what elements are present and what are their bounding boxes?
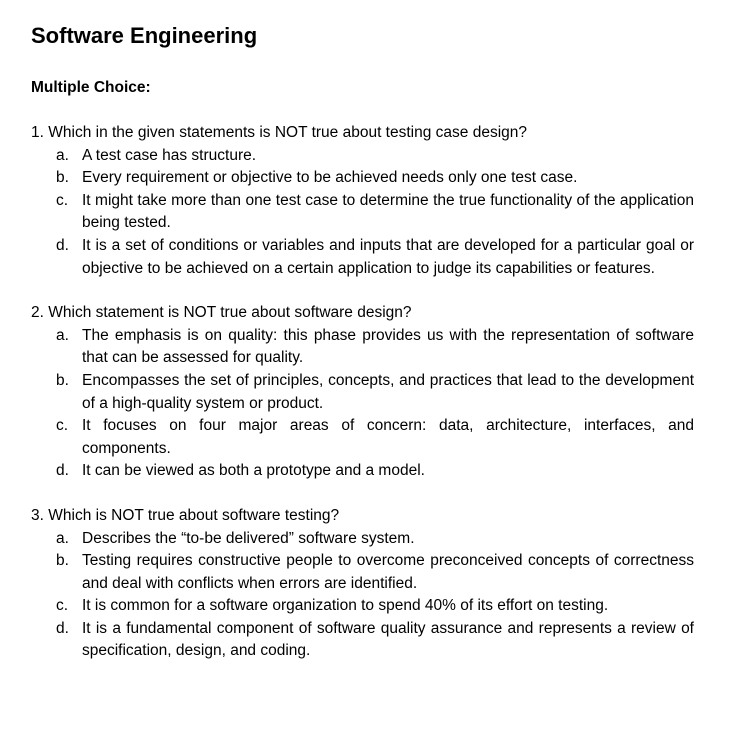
question-stem <box>31 122 694 145</box>
option-letter: a. <box>56 146 69 164</box>
question-number: 2. <box>31 304 44 322</box>
question-3 <box>31 505 694 663</box>
question-number: 3. <box>31 506 44 524</box>
option-b <box>31 370 694 415</box>
option-c <box>31 415 694 460</box>
question-stem <box>31 505 694 528</box>
option-letter: b. <box>56 169 69 187</box>
option-a <box>31 528 694 551</box>
document-title: Software Engineering <box>31 23 258 48</box>
option-d <box>31 235 694 280</box>
option-text: It is a fundamental component of software quality assurance and represents a review of specification, design, and coding. <box>82 619 694 660</box>
option-c <box>31 595 694 618</box>
option-d <box>31 460 694 483</box>
question-text: Which statement is NOT true about software design? <box>48 304 412 322</box>
question-list <box>31 122 694 663</box>
option-letter: a. <box>56 529 69 547</box>
option-b <box>31 550 694 595</box>
question-1 <box>31 122 694 280</box>
option-letter: d. <box>56 236 69 254</box>
option-a <box>31 145 694 168</box>
option-letter: c. <box>56 417 69 435</box>
option-text: The emphasis is on quality: this phase provides us with the representation of software that can be assessed for quality. <box>82 326 694 367</box>
option-list <box>31 325 694 483</box>
option-text: Encompasses the set of principles, concepts, and practices that lead to the development of a high-quality system or product. <box>82 371 694 412</box>
option-list <box>31 145 694 281</box>
option-text: A test case has structure. <box>82 146 257 164</box>
section-heading: Multiple Choice: <box>31 79 151 96</box>
question-text: Which is NOT true about software testing? <box>48 506 340 524</box>
option-text: It focuses on four major areas of concern: data, architecture, interfaces, and components. <box>82 417 694 457</box>
option-text: Describes the “to-be delivered” software system. <box>82 529 415 547</box>
option-text: Every requirement or objective to be achieved needs only one test case. <box>82 169 578 187</box>
option-a <box>31 325 694 370</box>
option-letter: a. <box>56 326 69 344</box>
option-letter: c. <box>56 191 69 209</box>
question-stem <box>31 302 694 325</box>
option-c <box>31 190 694 235</box>
option-list <box>31 528 694 664</box>
option-b <box>31 167 694 190</box>
option-letter: c. <box>56 597 69 615</box>
question-number: 1. <box>31 124 44 141</box>
option-d <box>31 618 694 663</box>
question-text: Which in the given statements is NOT true about testing case design? <box>48 124 527 141</box>
option-text: It can be viewed as both a prototype and a model. <box>82 462 425 480</box>
option-text: It might take more than one test case to determine the true functionality of the application being tested. <box>82 191 694 232</box>
question-2 <box>31 302 694 483</box>
option-letter: b. <box>56 552 69 570</box>
option-letter: b. <box>56 371 69 389</box>
option-text: It is a set of conditions or variables and inputs that are developed for a particular goal or objective to be achieved on a certain application to judge its capabilities or features. <box>82 236 694 277</box>
option-letter: d. <box>56 619 69 637</box>
option-text: Testing requires constructive people to overcome preconceived concepts of correctness and deal with conflicts when errors are identified. <box>82 552 694 592</box>
option-letter: d. <box>56 462 69 480</box>
option-text: It is common for a software organization to spend 40% of its effort on testing. <box>82 597 609 615</box>
